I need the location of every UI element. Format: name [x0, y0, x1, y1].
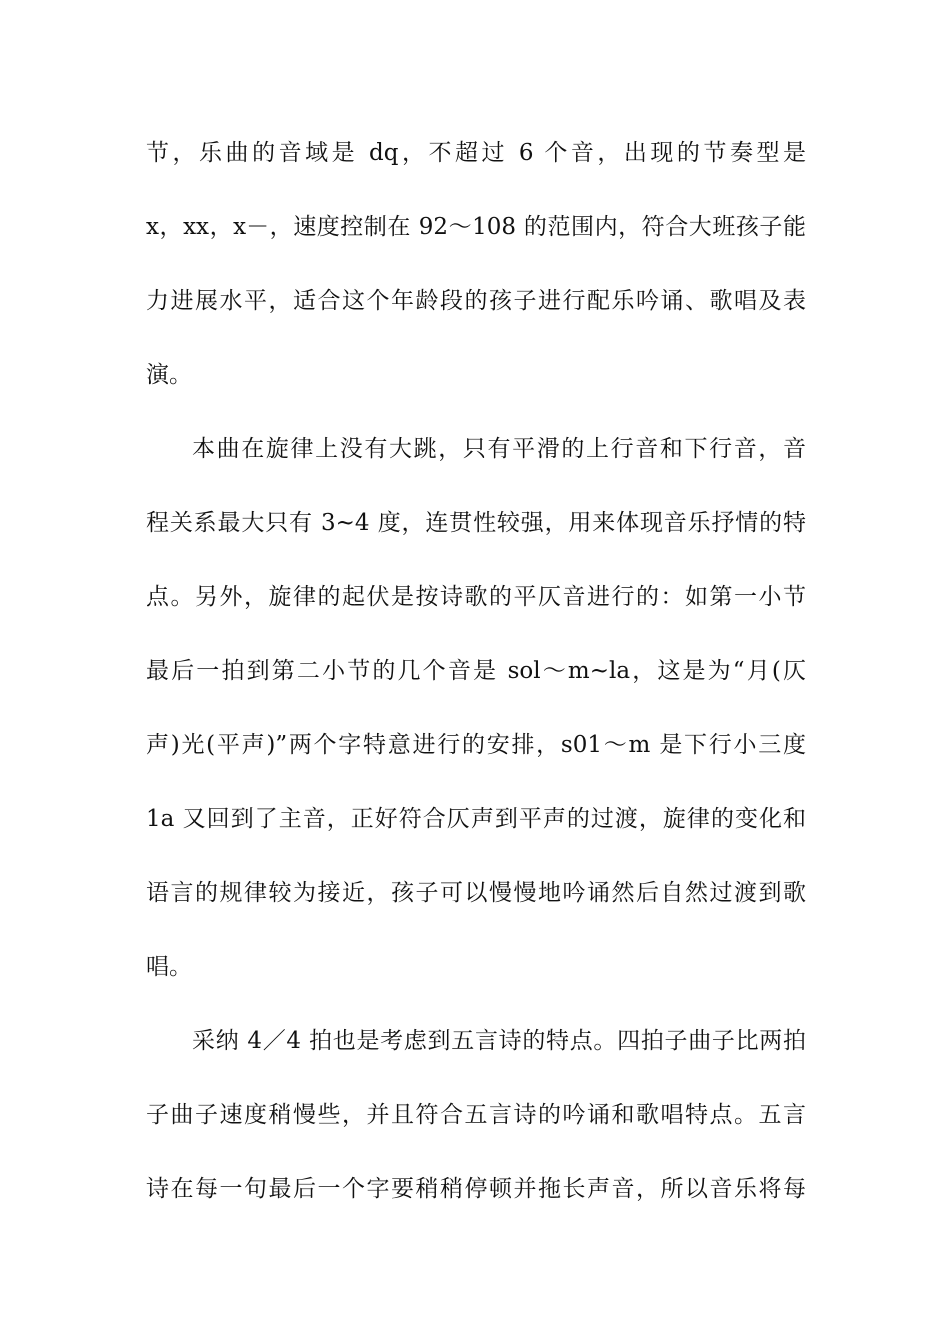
text-line: 声)光(平声)”两个字特意进行的安排，s01～m 是下行小三度	[146, 732, 806, 758]
text-line: 点。另外，旋律的起伏是按诗歌的平仄音进行的：如第一小节	[146, 584, 806, 610]
text-line: 程关系最大只有 3~4 度，连贯性较强，用来体现音乐抒情的特	[146, 510, 806, 536]
text-line: 演。	[146, 362, 192, 388]
text-line: 唱。	[146, 954, 192, 980]
text-line: 1a 又回到了主音，正好符合仄声到平声的过渡，旋律的变化和	[146, 806, 806, 832]
text-line: 最后一拍到第二小节的几个音是 sol～m~la，这是为“月(仄	[146, 658, 806, 684]
text-line: 诗在每一句最后一个字要稍稍停顿并拖长声音，所以音乐将每	[146, 1176, 806, 1202]
text-line: 子曲子速度稍慢些，并且符合五言诗的吟诵和歌唱特点。五言	[146, 1102, 806, 1128]
text-line: 力进展水平，适合这个年龄段的孩子进行配乐吟诵、歌唱及表	[146, 288, 806, 314]
text-line: 采纳 4／4 拍也是考虑到五言诗的特点。四拍子曲子比两拍	[192, 1028, 806, 1054]
text-line: 语言的规律较为接近，孩子可以慢慢地吟诵然后自然过渡到歌	[146, 880, 806, 906]
text-line: 本曲在旋律上没有大跳，只有平滑的上行音和下行音，音	[192, 436, 806, 462]
text-line: 节，乐曲的音域是 dq，不超过 6 个音，出现的节奏型是	[146, 140, 806, 166]
text-line: x，xx，x－，速度控制在 92～108 的范围内，符合大班孩子能	[146, 214, 806, 240]
